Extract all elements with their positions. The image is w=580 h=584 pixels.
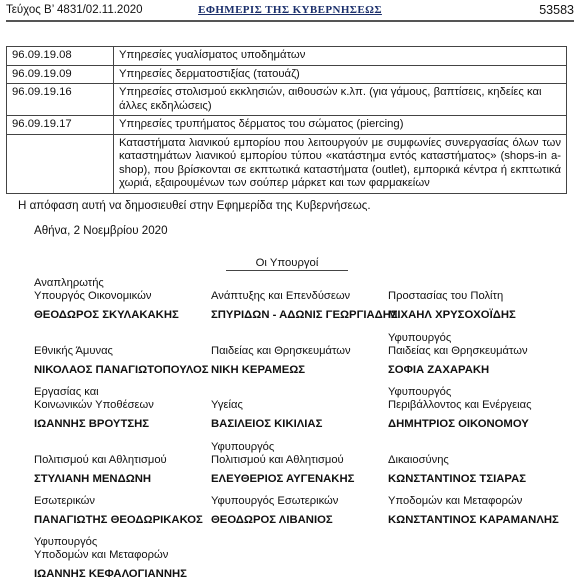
minister-name: ΠΑΝΑΓΙΩΤΗΣ ΘΕΟΔΩΡΙΚΑΚΟΣ (34, 514, 203, 526)
minister-title: Υγείας (211, 399, 243, 411)
minister-title: Υφυπουργός Υποδομών και Μεταφορών (34, 536, 169, 561)
activity-code: 96.09.19.08 (7, 47, 114, 66)
minister-title: Εθνικής Άμυνας (34, 345, 113, 357)
table-row (7, 47, 567, 66)
signature-block (388, 495, 568, 527)
minister-title: Υφυπουργός Εσωτερικών (211, 495, 339, 507)
activity-description: Υπηρεσίες τρυπήματος δέρματος του σώματος (piercing) (114, 116, 567, 135)
signature-block (388, 454, 568, 486)
minister-name: ΣΟΦΙΑ ΖΑΧΑΡΑΚΗ (388, 364, 490, 376)
issue-number: Τεύχος Β’ 4831/02.11.2020 (6, 4, 143, 16)
ministers-heading: Οι Υπουργοί (255, 257, 319, 269)
minister-name: ΚΩΝΣΤΑΝΤΙΝΟΣ ΚΑΡΑΜΑΝΛΗΣ (388, 514, 559, 526)
minister-title: Παιδείας και Θρησκευμάτων (211, 345, 351, 357)
page-number: 53583 (539, 3, 574, 17)
signature-block (34, 536, 214, 581)
signature-block (211, 495, 391, 527)
minister-name: ΚΩΝΣΤΑΝΤΙΝΟΣ ΤΣΙΑΡΑΣ (388, 473, 527, 485)
minister-name: ΙΩΑΝΝΗΣ ΒΡΟΥΤΣΗΣ (34, 418, 150, 430)
signature-block (34, 386, 214, 431)
minister-name: ΔΗΜΗΤΡΙΟΣ ΟΙΚΟΝΟΜΟΥ (388, 418, 529, 430)
minister-name: ΝΙΚΟΛΑΟΣ ΠΑΝΑΓΙΩΤΟΠΟΥΛΟΣ (34, 364, 209, 376)
minister-title: Υφυπουργός Περιβάλλοντος και Ενέργειας (388, 386, 532, 411)
minister-name: ΘΕΟΔΩΡΟΣ ΛΙΒΑΝΙΟΣ (211, 514, 333, 526)
header-rule (6, 20, 574, 22)
minister-name: ΣΠΥΡΙΔΩΝ - ΑΔΩΝΙΣ ΓΕΩΡΓΙΑΔΗΣ (211, 309, 398, 321)
place-date: Αθήνα, 2 Νοεμβρίου 2020 (34, 224, 168, 237)
minister-name: ΒΑΣΙΛΕΙΟΣ ΚΙΚΙΛΙΑΣ (211, 418, 323, 430)
minister-name: ΙΩΑΝΝΗΣ ΚΕΦΑΛΟΓΙΑΝΝΗΣ (34, 568, 187, 580)
minister-title: Υφυπουργός Πολιτισμού και Αθλητισμού (211, 441, 344, 466)
minister-title: Πολιτισμού και Αθλητισμού (34, 454, 167, 466)
signature-block (34, 495, 214, 527)
heading-underline (226, 270, 348, 271)
activity-description: Υπηρεσίες στολισμού εκκλησιών, αιθουσών κ.λπ. (για γάμους, βαπτίσεις, κηδείες και άλλες εκδηλώσεις) (114, 84, 567, 116)
activity-description: Υπηρεσίες γυαλίσματος υποδημάτων (114, 47, 567, 66)
page-header (0, 0, 580, 20)
signature-block (34, 454, 214, 486)
gazette-title: ΕΦΗΜΕΡΙΣ ΤΗΣ ΚΥΒΕΡΝΗΣΕΩΣ (198, 4, 382, 16)
signature-block (34, 277, 214, 322)
activity-codes-table (6, 46, 567, 194)
minister-title: Ανάπτυξης και Επενδύσεων (211, 290, 351, 302)
signature-block (34, 345, 214, 377)
signature-block (388, 386, 568, 431)
minister-name: ΝΙΚΗ ΚΕΡΑΜΕΩΣ (211, 364, 306, 376)
signature-block (211, 399, 391, 431)
minister-title: Υποδομών και Μεταφορών (388, 495, 523, 507)
activity-description: Υπηρεσίες δερματοστιξίας (τατουάζ) (114, 65, 567, 84)
table-row (7, 84, 567, 116)
activity-description: Καταστήματα λιανικού εμπορίου που λειτουργούν με συμφωνίες συνεργασίας όλων των καταστημάτων λιανικού εμπορίου τύπου «κατάστημα εντός καταστήματος» (shops-in a-shop), που βρίσκονται σε εκπτωτικά καταστήματα (outlet), εμπορικά κέντρα ή εκπτωτικά χωριά, εξαιρουμένων των σούπερ μάρκετ και των φαρμακείων (114, 134, 567, 193)
activity-code (7, 134, 114, 193)
minister-title: Αναπληρωτής Υπουργός Οικονομικών (34, 277, 152, 302)
minister-name: ΕΛΕΥΘΕΡΙΟΣ ΑΥΓΕΝΑΚΗΣ (211, 473, 355, 485)
table-row (7, 134, 567, 193)
activity-code: 96.09.19.16 (7, 84, 114, 116)
minister-name: ΜΙΧΑΗΛ ΧΡΥΣΟΧΟΪΔΗΣ (388, 309, 516, 321)
minister-title: Προστασίας του Πολίτη (388, 290, 504, 302)
minister-name: ΣΤΥΛΙΑΝΗ ΜΕΝΔΩΝΗ (34, 473, 152, 485)
minister-name: ΘΕΟΔΩΡΟΣ ΣΚΥΛΑΚΑΚΗΣ (34, 309, 179, 321)
minister-title: Δικαιοσύνης (388, 454, 449, 466)
activity-code: 96.09.19.09 (7, 65, 114, 84)
minister-title: Εργασίας και Κοινωνικών Υποθέσεων (34, 386, 154, 411)
table-row (7, 116, 567, 135)
table-row (7, 65, 567, 84)
publication-note: Η απόφαση αυτή να δημοσιευθεί στην Εφημερίδα της Κυβερνήσεως. (18, 199, 371, 212)
signature-block (211, 345, 391, 377)
signature-block (211, 290, 398, 322)
signature-block (388, 332, 568, 377)
activity-code: 96.09.19.17 (7, 116, 114, 135)
signature-block (388, 290, 568, 322)
signature-block (211, 441, 391, 486)
minister-title: Υφυπουργός Παιδείας και Θρησκευμάτων (388, 332, 528, 357)
minister-title: Εσωτερικών (34, 495, 95, 507)
